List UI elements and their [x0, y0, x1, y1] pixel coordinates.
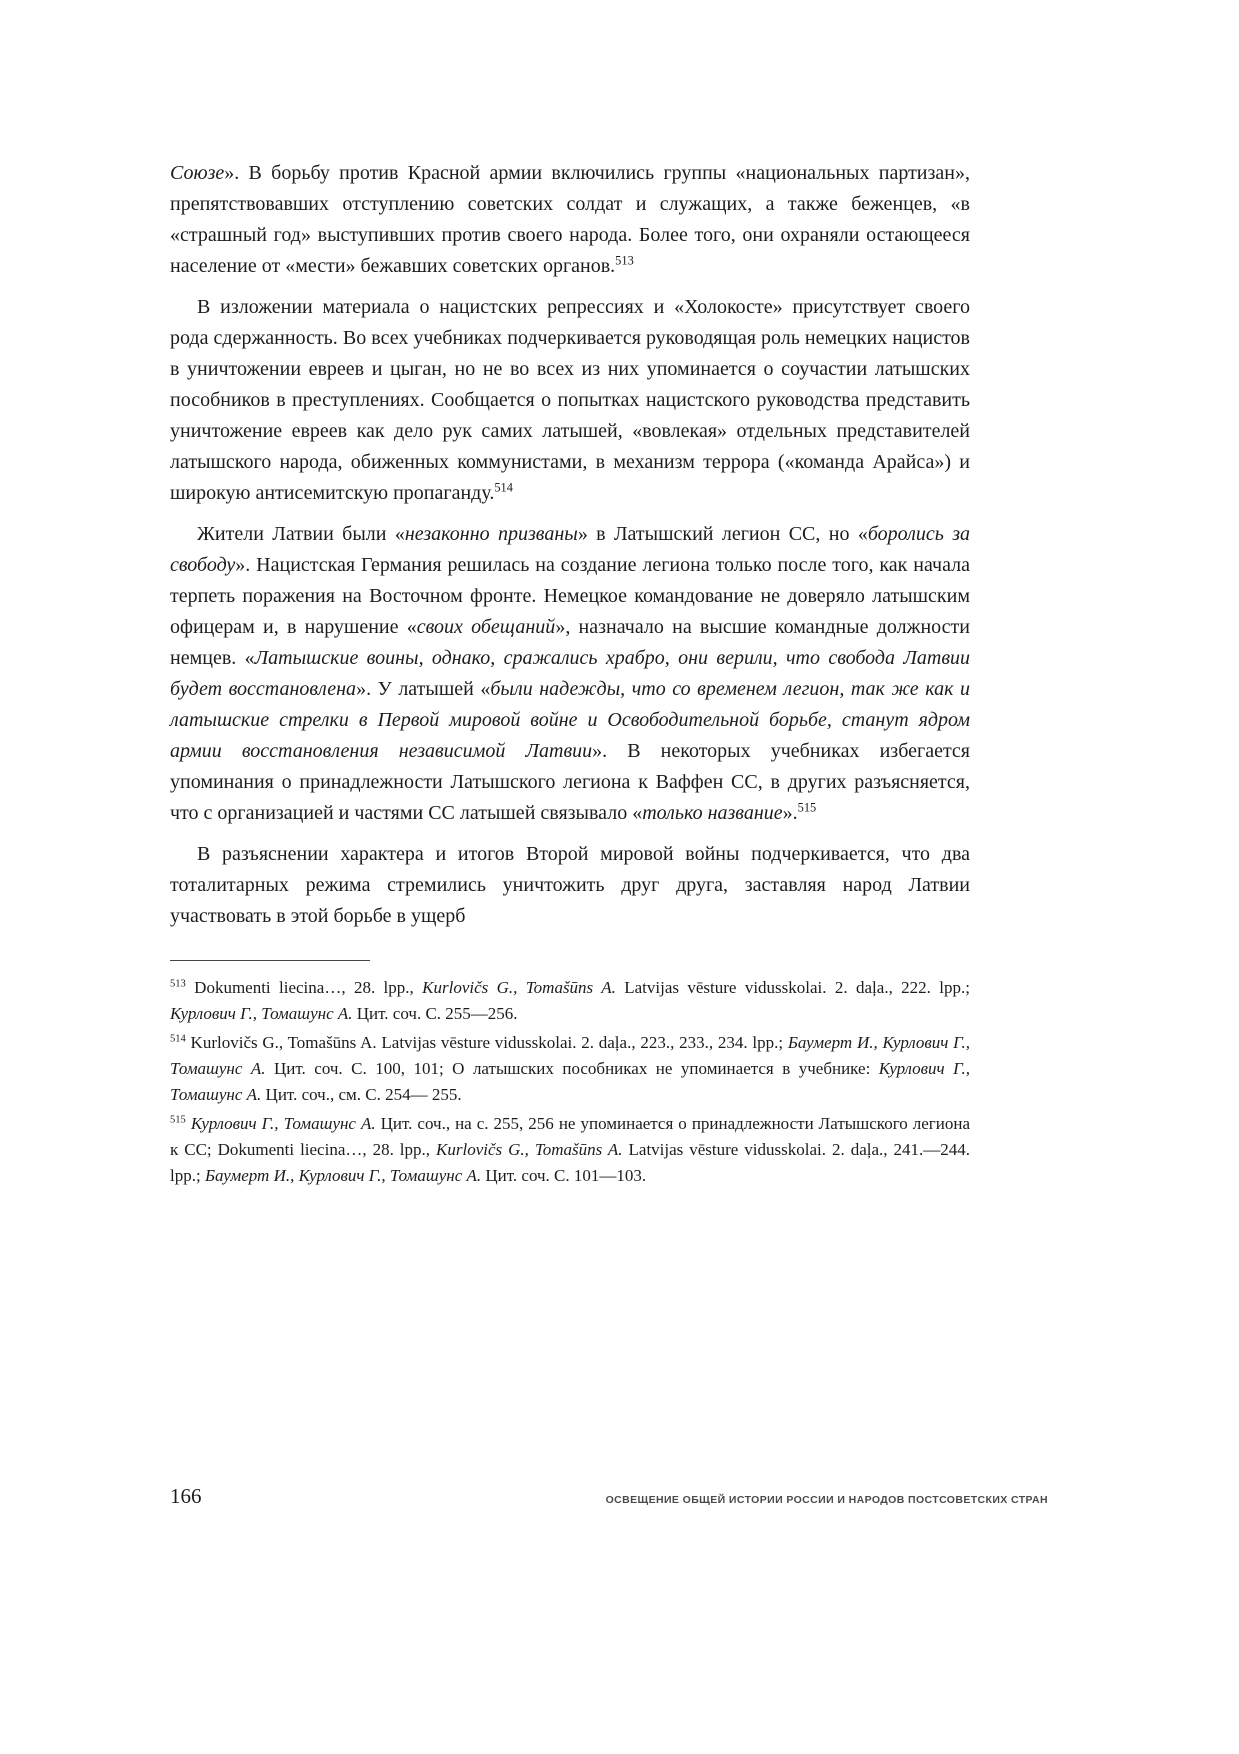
text-segment: Latvijas vēsture vidusskolai. 2. daļa., 222. lpp.; [615, 978, 970, 997]
text-segment: Цит. соч., на с. 255, 256 не упоминается о принадлежности Латышского легиона к СС; Dokumenti liecina…, 28. lpp., [170, 1114, 971, 1159]
text-segment: ». В некоторых учебниках избегается упоминания о принадлежности Латышского легиона к Ваффен СС, в других разъясняется, что с организацией и частями СС латышей связывало « [170, 740, 971, 824]
footnote-marker: 514 [170, 1033, 186, 1045]
text-segment: », назначало на высшие командные должности немцев. « [170, 616, 970, 669]
text-segment: Цит. соч., см. С. 254— 255. [261, 1085, 462, 1104]
footnote [170, 1030, 970, 1108]
footnote [170, 1111, 970, 1189]
text-segment: Курлович Г., Томашунс А. [170, 1004, 353, 1023]
text-segment: Dokumenti liecina…, 28. lpp., [185, 978, 423, 997]
text-segment: ». [782, 802, 798, 824]
footnotes-container [170, 975, 970, 1189]
text-segment: Латышские воины, однако, сражались храбро, они верили, что свобода Латвии будет восстановлена [170, 647, 970, 700]
paragraph [170, 839, 970, 932]
text-segment: Цит. соч. С. 100, 101; О латышских пособниках не упоминается в учебнике: [265, 1059, 879, 1078]
text-segment: ». У латышей « [356, 678, 491, 700]
text-segment: Latvijas vēsture vidusskolai. 2. daļa., 241.—244. lpp.; [170, 1140, 970, 1185]
footnote-reference: 514 [494, 480, 513, 495]
text-segment: В изложении материала о нацистских репрессиях и «Холокосте» присутствует своего рода сдержанность. Во всех учебниках подчеркивается руководящая роль немецких нацистов в уничтожении евреев и цыган, но не во всех из них упоминается о соучастии латышских пособников в преступлениях. Сообщается о попытках нацистского руководства представить уничтожение евреев как дело рук самих латышей, «вовлекая» отдельных представителей латышского народа, обиженных коммунистами, в механизм террора («команда Арайса») и широкую антисемитскую пропаганду. [170, 296, 970, 504]
footnote-marker: 515 [170, 1114, 186, 1126]
running-title: ОСВЕЩЕНИЕ ОБЩЕЙ ИСТОРИИ РОССИИ И НАРОДОВ ПОСТСОВЕТСКИХ СТРАН [605, 1494, 1048, 1506]
footnote [170, 975, 970, 1027]
paragraph [170, 519, 970, 829]
paragraphs-container [170, 158, 970, 932]
text-segment: Цит. соч. С. 255—256. [352, 1004, 518, 1023]
text-segment: Цит. соч. С. 101—103. [481, 1166, 647, 1185]
footnote-reference: 515 [797, 800, 817, 815]
text-segment: боролись за свободу [170, 523, 970, 576]
text-segment: были надежды, что со временем легион, так же как и латышские стрелки в Первой мировой войне и Освободительной борьбе, станут ядром армии восстановления независимой Латвии [170, 678, 970, 762]
page-footer [170, 1484, 1048, 1509]
text-segment: Курлович Г., Томашунс А. [190, 1114, 376, 1133]
text-segment: Союзе [170, 162, 225, 184]
text-segment: Kurlovičs G., Tomašūns A. [436, 1140, 623, 1159]
text-segment: незаконно призваны [404, 523, 578, 545]
text-segment: Баумерт И., Курлович Г., Томашунс А. [170, 1033, 970, 1078]
paragraph [170, 158, 970, 282]
text-segment: Жители Латвии были « [197, 523, 405, 545]
footnote-marker: 513 [170, 978, 186, 990]
footnote-reference: 513 [615, 253, 634, 268]
text-segment: Kurlovičs G., Tomašūns A. [422, 978, 616, 997]
text-segment: своих обещаний [416, 616, 556, 638]
text-segment: Баумерт И., Курлович Г., Томашунс А. [204, 1166, 482, 1185]
text-segment: » в Латышский легион СС, но « [577, 523, 868, 545]
footnotes-section [170, 960, 970, 1189]
text-segment: только название [642, 802, 783, 824]
text-segment: ». Нацистская Германия решилась на создание легиона только после того, как начала терпеть поражения на Восточном фронте. Немецкое командование не доверяло латышским офицерам и, в нарушение « [170, 554, 970, 638]
paragraph [170, 292, 970, 509]
footnote-separator [170, 960, 370, 961]
text-segment: ». В борьбу против Красной армии включились группы «национальных партизан», препятствовавших отступлению советских солдат и служащих, а также беженцев, «в «страшный год» выступивших против своего народа. Более того, они охраняли остающееся население от «мести» бежавших советских органов. [170, 162, 970, 277]
text-segment: В разъяснении характера и итогов Второй мировой войны подчеркивается, что два тоталитарных режима стремились уничтожить друг друга, заставляя народ Латвии участвовать в этой борьбе в ущерб [170, 843, 970, 927]
text-segment: Kurlovičs G., Tomašūns A. Latvijas vēsture vidusskolai. 2. daļa., 223., 233., 234. lpp.; [185, 1033, 788, 1052]
text-segment: Курлович Г., Томашунс А. [170, 1059, 970, 1104]
page-number: 166 [170, 1484, 202, 1508]
text-block [170, 158, 970, 1192]
